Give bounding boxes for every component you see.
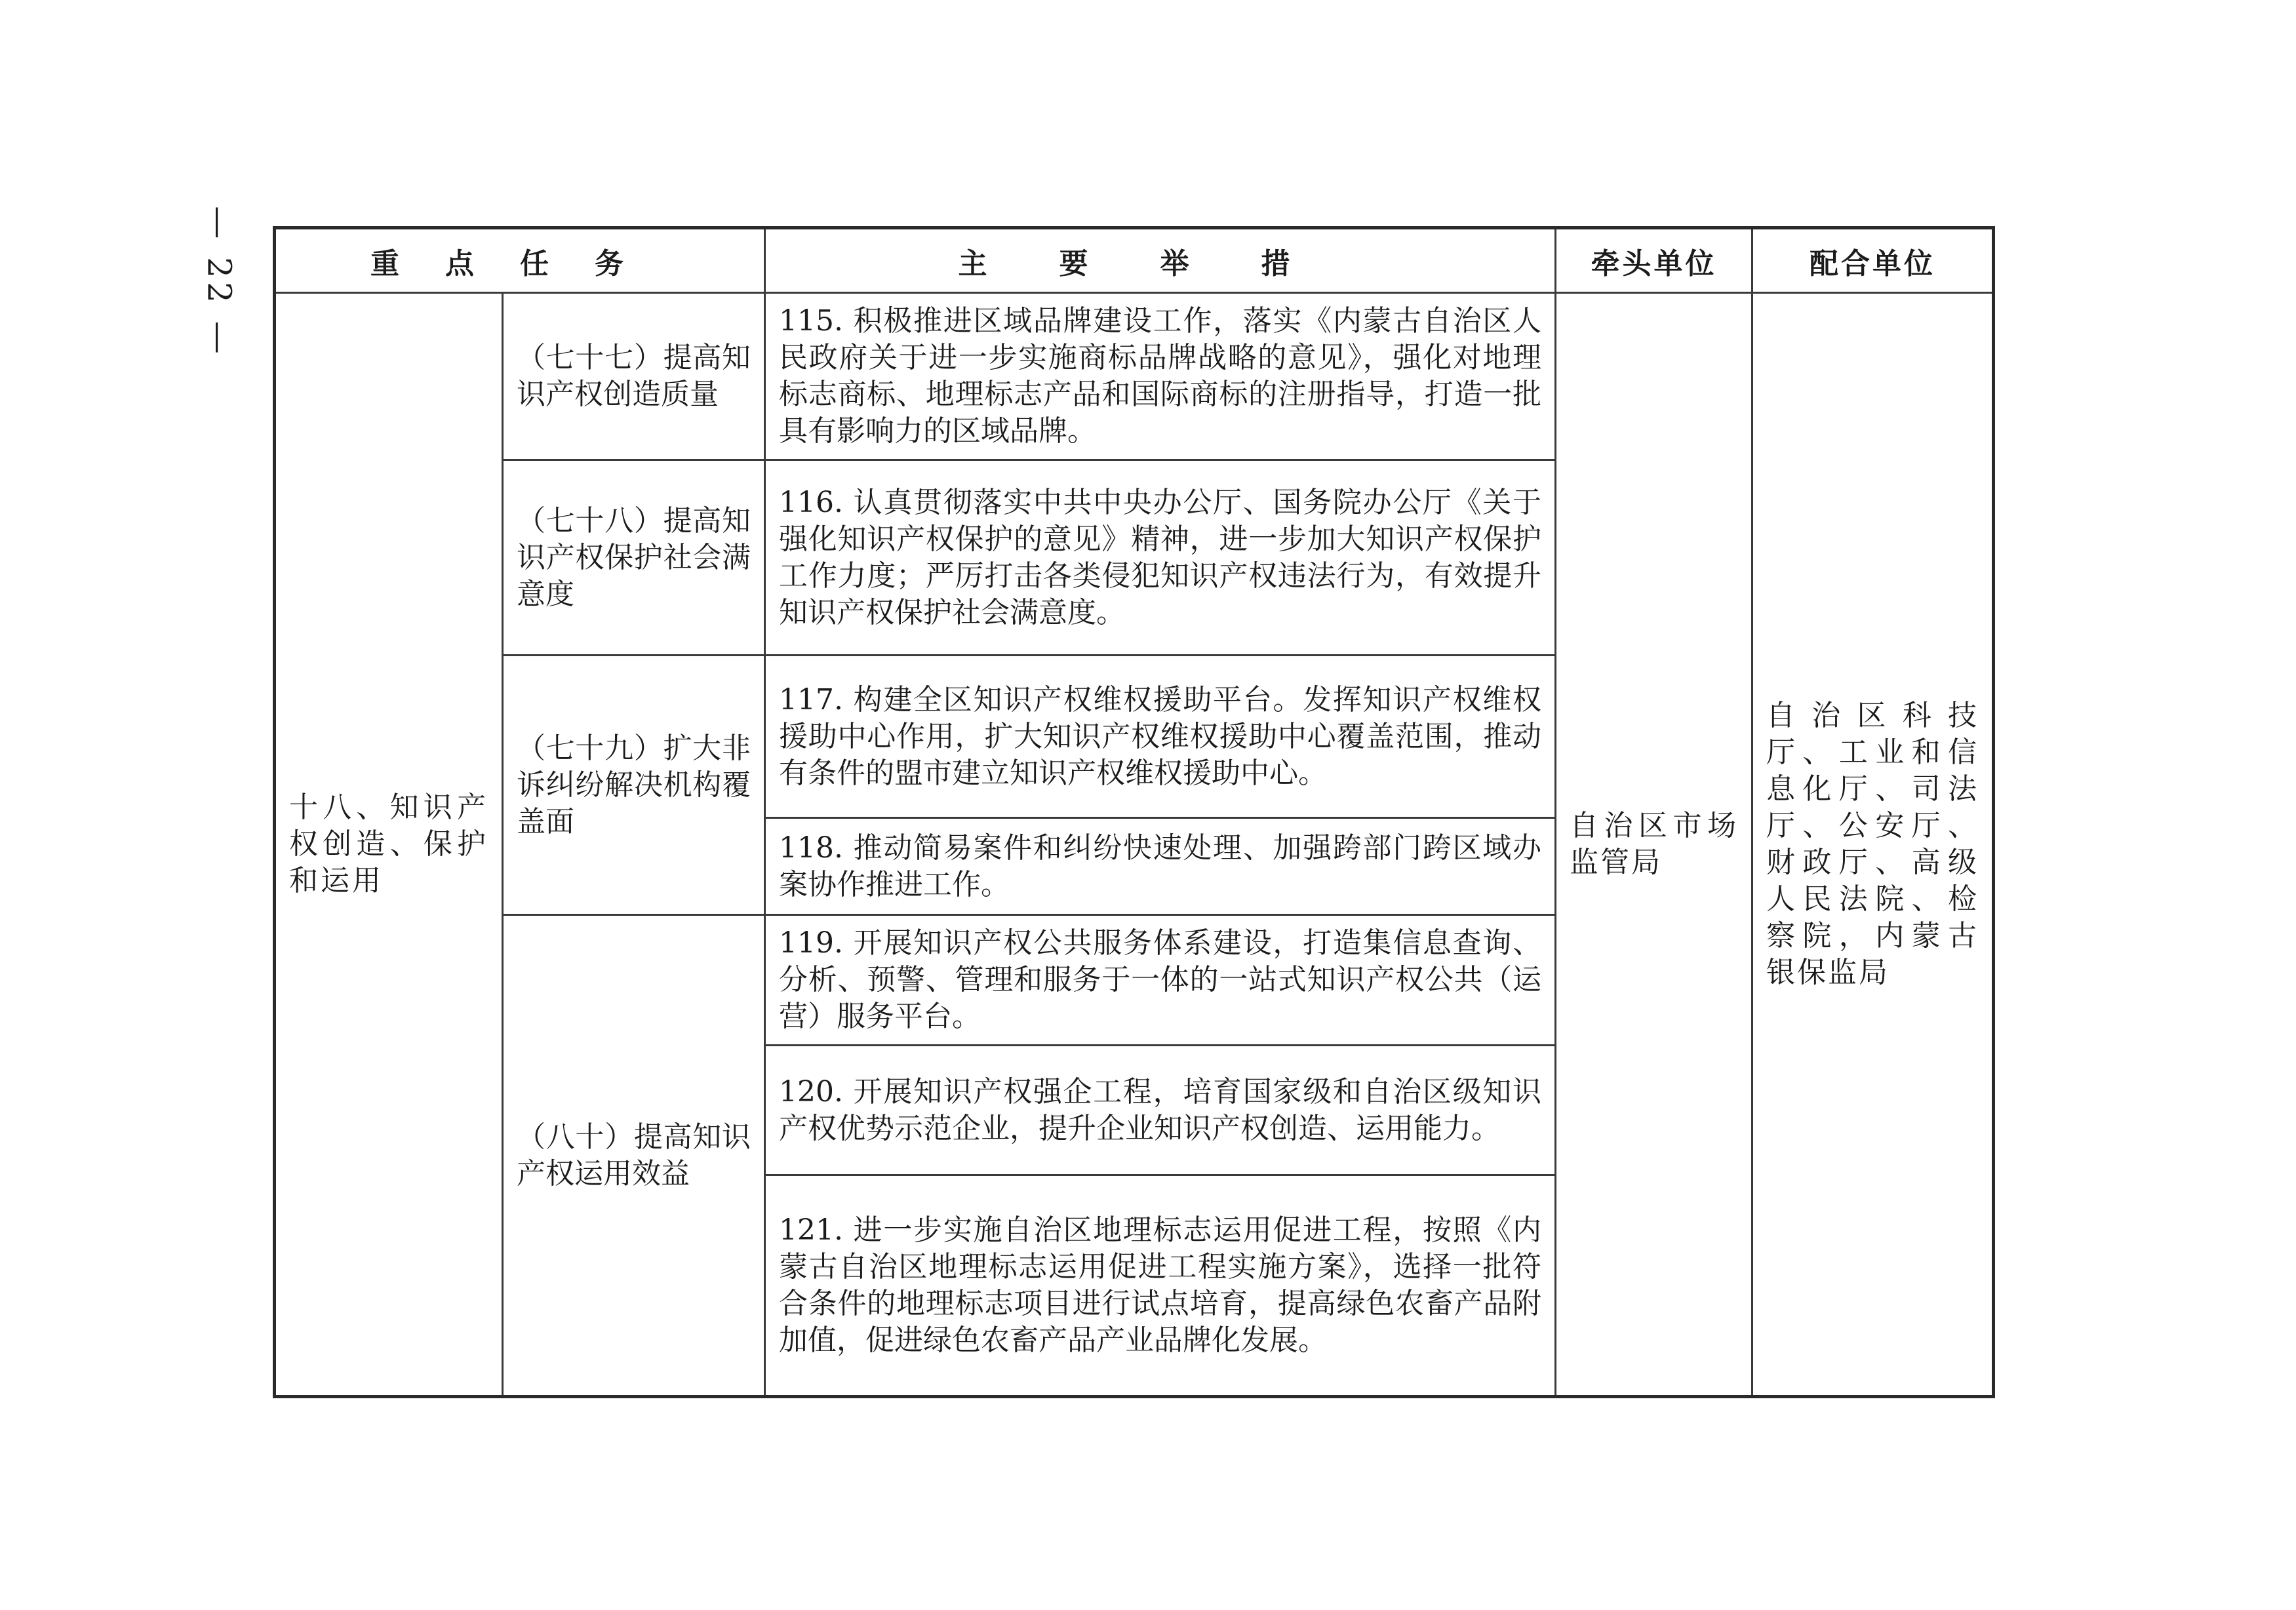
task-name: （八十）提高知识产权运用效益 — [517, 1120, 751, 1190]
task-cell — [503, 915, 765, 1397]
task-cell — [503, 293, 765, 460]
measure-cell — [765, 915, 1556, 1046]
header-measures: 主要举措 — [765, 228, 1556, 293]
task-cell — [503, 656, 765, 915]
measure-text: 120. 开展知识产权强企工程，培育国家级和自治区级知识产权优势示范企业，提升企业知识产权创造、运用能力。 — [779, 1074, 1541, 1145]
category-text: 十八、知识产权创造、保护和运用 — [289, 791, 488, 897]
lead-unit-cell — [1556, 293, 1752, 1397]
task-name: （七十七）提高知识产权创造质量 — [517, 341, 751, 411]
measure-text: 116. 认真贯彻落实中共中央办公厅、国务院办公厅《关于强化知识产权保护的意见》精神，进一步加大知识产权保护工作力度；严厉打击各类侵犯知识产权违法行为，有效提升知识产权保护社会满意度。 — [779, 485, 1541, 629]
task-cell — [503, 460, 765, 656]
header-cooperating-unit: 配合单位 — [1752, 228, 1994, 293]
measure-cell — [765, 1046, 1556, 1175]
measure-text: 118. 推动简易案件和纠纷快速处理、加强跨部门跨区域办案协作推进工作。 — [779, 831, 1541, 901]
cooperating-unit-cell — [1752, 293, 1994, 1397]
cooperating-unit-text: 自治区科技厅、工业和信息化厅、司法厅、公安厅、财政厅、高级人民法院、检察院，内蒙古银保监局 — [1766, 699, 1979, 989]
header-lead-unit: 牵头单位 — [1556, 228, 1752, 293]
page-number-text: — 22 — — [201, 206, 239, 358]
lead-unit-text: 自治区市场监管局 — [1570, 809, 1738, 879]
table-header-row — [275, 228, 1994, 293]
measure-text: 117. 构建全区知识产权维权援助平台。发挥知识产权维权援助中心作用，扩大知识产权维权援助中心覆盖范围，推动有条件的盟市建立知识产权维权援助中心。 — [779, 682, 1541, 790]
measure-text: 121. 进一步实施自治区地理标志运用促进工程，按照《内蒙古自治区地理标志运用促进工程实施方案》，选择一批符合条件的地理标志项目进行试点培育，提高绿色农畜产品附加值，促进绿色农畜产品产业品牌化发展。 — [779, 1213, 1541, 1357]
measure-cell — [765, 818, 1556, 915]
category-cell — [275, 293, 503, 1397]
task-name: （七十九）扩大非诉纠纷解决机构覆盖面 — [517, 731, 751, 838]
measure-cell — [765, 293, 1556, 460]
task-name: （七十八）提高知识产权保护社会满意度 — [517, 503, 751, 611]
measure-text: 115. 积极推进区域品牌建设工作，落实《内蒙古自治区人民政府关于进一步实施商标品牌战略的意见》，强化对地理标志商标、地理标志产品和国际商标的注册指导，打造一批具有影响力的区域品牌。 — [779, 304, 1541, 448]
measure-cell — [765, 1175, 1556, 1397]
table-row — [275, 293, 1994, 460]
header-task: 重点任务 — [275, 228, 765, 293]
page-number — [200, 206, 239, 358]
task-table — [273, 226, 1995, 1398]
measure-text: 119. 开展知识产权公共服务体系建设，打造集信息查询、分析、预警、管理和服务于一体的一站式知识产权公共（运营）服务平台。 — [779, 926, 1541, 1033]
measure-cell — [765, 460, 1556, 656]
measure-cell — [765, 656, 1556, 818]
